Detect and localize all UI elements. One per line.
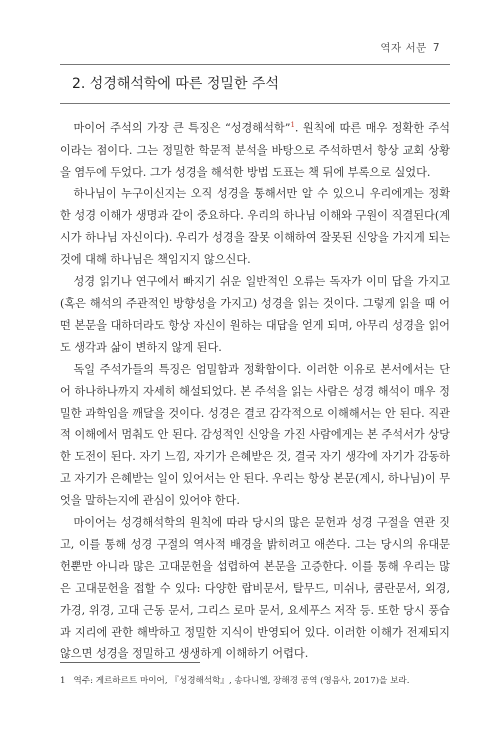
paragraph-1-text-cont: . 원칙에 따른 매우 정확한 주석이라는 점이다. 그는 정밀한 학문적 분석을 바탕으로 주석하면서 항상 교회 상황을 염두에 두었다. 그가 성경을 해석한 방법 도표는 책 뒤에 부록으로 실었다. bbox=[60, 121, 450, 179]
footnote-number: 1 bbox=[60, 676, 66, 686]
page-number: 7 bbox=[432, 42, 440, 54]
paragraph-4: 독일 주석가들의 특징은 엄밀함과 정확함이다. 이러한 이유로 본서에서는 단어 하나하나까지 자세히 해설되었다. 본 주석을 읽는 사람은 성경 해석이 매우 정밀한 과학임을 깨달을 것이다. 성경은 결코 감각적으로 이해해서는 안 된다. 직관적 이해에서 멈춰도 안 된다. 감성적인 신앙을 가진 사람에게는 본 주석서가 상당한 도전이 된다. 자기 느낌, 자기가 은혜받은 것, 결국 자기 생각에 자기가 감동하고 자기가 은혜받는 일이 있어서는 안 된다. 우리는 항상 본문(계시, 하나님)이 무엇을 말하는지에 관심이 있어야 한다. bbox=[60, 362, 450, 508]
footnote-divider bbox=[60, 662, 200, 663]
body-text bbox=[60, 115, 450, 665]
paragraph-1 bbox=[60, 115, 450, 183]
footnote bbox=[60, 675, 450, 688]
running-head-title: 역자 서문 bbox=[380, 42, 427, 54]
footnote-text: 역주: 게르하르트 마이어, 『성경해석학』, 송다니엘, 장해경 공역 (영음사, 2017)을 보라. bbox=[73, 676, 410, 686]
footnote-marker[interactable]: 1 bbox=[290, 121, 295, 129]
section-title: 2. 성경해석학에 따른 정밀한 주석 bbox=[60, 64, 450, 104]
paragraph-2: 하나님이 누구이신지는 오직 성경을 통해서만 알 수 있으니 우리에게는 정확한 성경 이해가 생명과 같이 중요하다. 우리의 하나님 이해와 구원이 직결된다(계시가 하나님 자신이다). 우리가 성경을 잘못 이해하여 잘못된 신앙을 가지게 되는 것에 대해 하나님은 책임지지 않으신다. bbox=[60, 187, 450, 267]
paragraph-5: 마이어는 성경해석학의 원칙에 따라 당시의 많은 문헌과 성경 구절을 연관 짓고, 이를 통해 성경 구절의 역사적 배경을 밝히려고 애쓴다. 그는 당시의 유대문헌뿐만 아니라 많은 고대문헌을 섭렵하여 본문을 고증한다. 이를 통해 우리는 많은 고대문헌을 접할 수 있다: 다양한 랍비문서, 탈무드, 미쉬나, 쿰란문서, 외경, 가경, 위경, 고대 근동 문서, 그리스 로마 문서, 요세푸스 저작 등. 또한 당시 풍습과 지리에 관한 해박하고 정밀한 지식이 반영되어 있다. 이러한 이해가 전제되지 않으면 성경을 정밀하고 생생하게 이해하기 어렵다. bbox=[60, 516, 450, 661]
paragraph-1-text: 마이어 주석의 가장 큰 특징은 “성경해석학” bbox=[73, 121, 291, 135]
paragraph-3: 성경 읽기나 연구에서 빠지기 쉬운 일반적인 오류는 독자가 이미 답을 가지고(혹은 해석의 주관적인 방향성을 가지고) 성경을 읽는 것이다. 그렇게 읽을 때 어떤 본문을 대하더라도 항상 자신이 원하는 대답을 얻게 되며, 아무리 성경을 읽어도 생각과 삶이 변하지 않게 된다. bbox=[60, 275, 450, 354]
running-head bbox=[380, 40, 440, 55]
